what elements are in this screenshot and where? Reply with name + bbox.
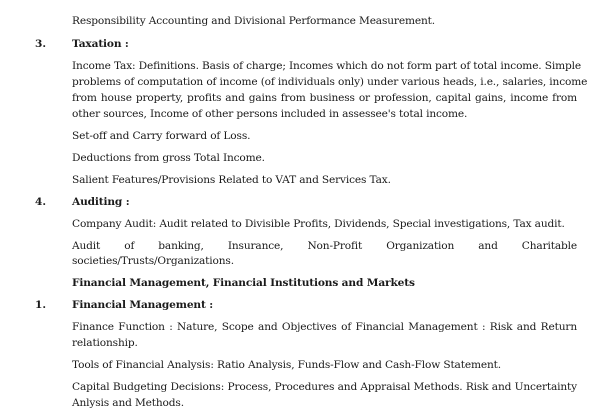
paragraph-line: problems of computation of income (of individuals only) under various heads, i.e., salaries, income xyxy=(72,76,588,88)
paragraph-line: other sources, Income of other persons included in assessee's total income. xyxy=(72,108,468,120)
section-title-taxation: Taxation : xyxy=(72,38,129,50)
paragraph-line: Anlysis and Methods. xyxy=(72,397,184,409)
paragraph-line: Finance Function : Nature, Scope and Objectives of Financial Management : Risk and Return xyxy=(72,321,577,333)
paragraph-line: Capital Budgeting Decisions: Process, Procedures and Appraisal Methods. Risk and Uncertainty xyxy=(72,381,577,393)
paragraph-line: relationship. xyxy=(72,337,138,349)
paragraph-line: from house property, profits and gains from business or profession, capital gains, income from xyxy=(72,92,577,104)
paragraph-line: Audit of banking, Insurance, Non-Profit Organization and Charitable xyxy=(72,240,577,252)
part-heading: Financial Management, Financial Institutions and Markets xyxy=(72,277,415,289)
section-number: 4. xyxy=(35,196,47,208)
paragraph-line: Income Tax: Definitions. Basis of charge; Incomes which do not form part of total income. Simple xyxy=(72,60,581,72)
section-title-financial-management: Financial Management : xyxy=(72,299,214,311)
list-item: Tools of Financial Analysis: Ratio Analysis, Funds-Flow and Cash-Flow Statement. xyxy=(72,359,501,371)
list-item: Salient Features/Provisions Related to VAT and Services Tax. xyxy=(72,174,391,186)
paragraph-line: societies/Trusts/Organizations. xyxy=(72,255,234,267)
section-title-auditing: Auditing : xyxy=(72,196,130,208)
list-item: Set-off and Carry forward of Loss. xyxy=(72,130,251,142)
section-number: 3. xyxy=(35,38,47,50)
section-number: 1. xyxy=(35,299,47,311)
list-item: Company Audit: Audit related to Divisible Profits, Dividends, Special investigations, Tax audit. xyxy=(72,218,565,230)
list-item: Deductions from gross Total Income. xyxy=(72,152,265,164)
intro-line: Responsibility Accounting and Divisional Performance Measurement. xyxy=(72,15,435,27)
